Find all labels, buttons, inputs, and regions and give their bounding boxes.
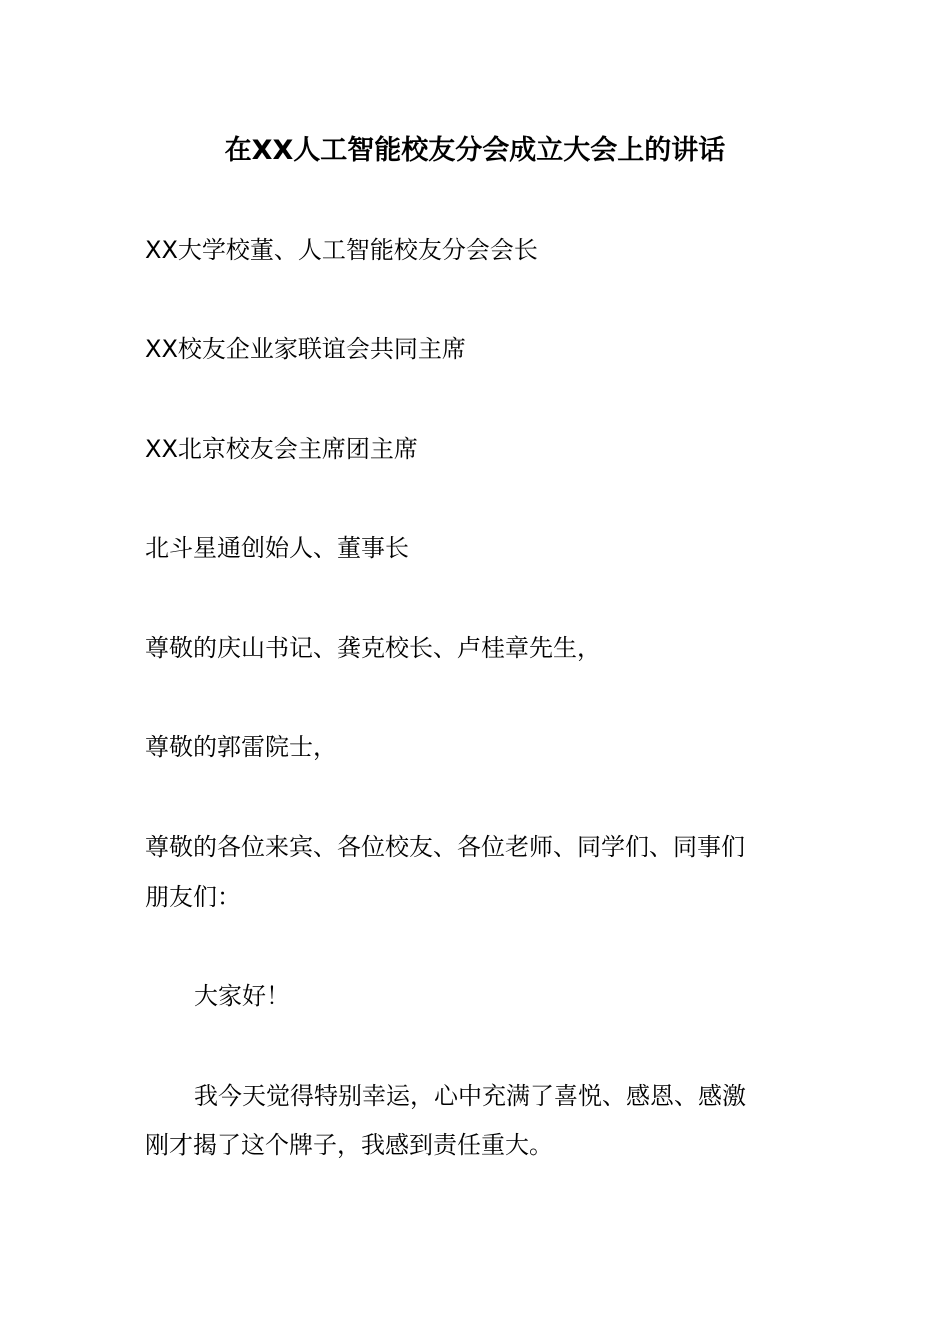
salutation-line-3: XX北京校友会主席团主席: [145, 435, 418, 463]
salutation-line-2: XX校友企业家联谊会共同主席: [145, 335, 466, 363]
salutation-line-4: 北斗星通创始人、董事长: [145, 534, 409, 562]
salutation-line-5: 尊敬的庆山书记、龚克校长、卢桂章先生，: [145, 634, 601, 662]
paragraph-line-2: 刚才揭了这个牌子，我感到责任重大。: [145, 1131, 553, 1159]
salutation-line-7: 尊敬的各位来宾、各位校友、各位老师、同学们、同事们: [145, 833, 745, 861]
greeting-line: 大家好！: [194, 982, 290, 1010]
salutation-line-8: 朋友们：: [145, 883, 241, 911]
salutation-line-6: 尊敬的郭雷院士，: [145, 733, 337, 761]
document-title: 在XX人工智能校友分会成立大会上的讲话: [224, 135, 726, 166]
paragraph-line-1: 我今天觉得特别幸运，心中充满了喜悦、感恩、感激: [194, 1082, 746, 1110]
salutation-line-1: XX大学校董、人工智能校友分会会长: [145, 236, 538, 264]
